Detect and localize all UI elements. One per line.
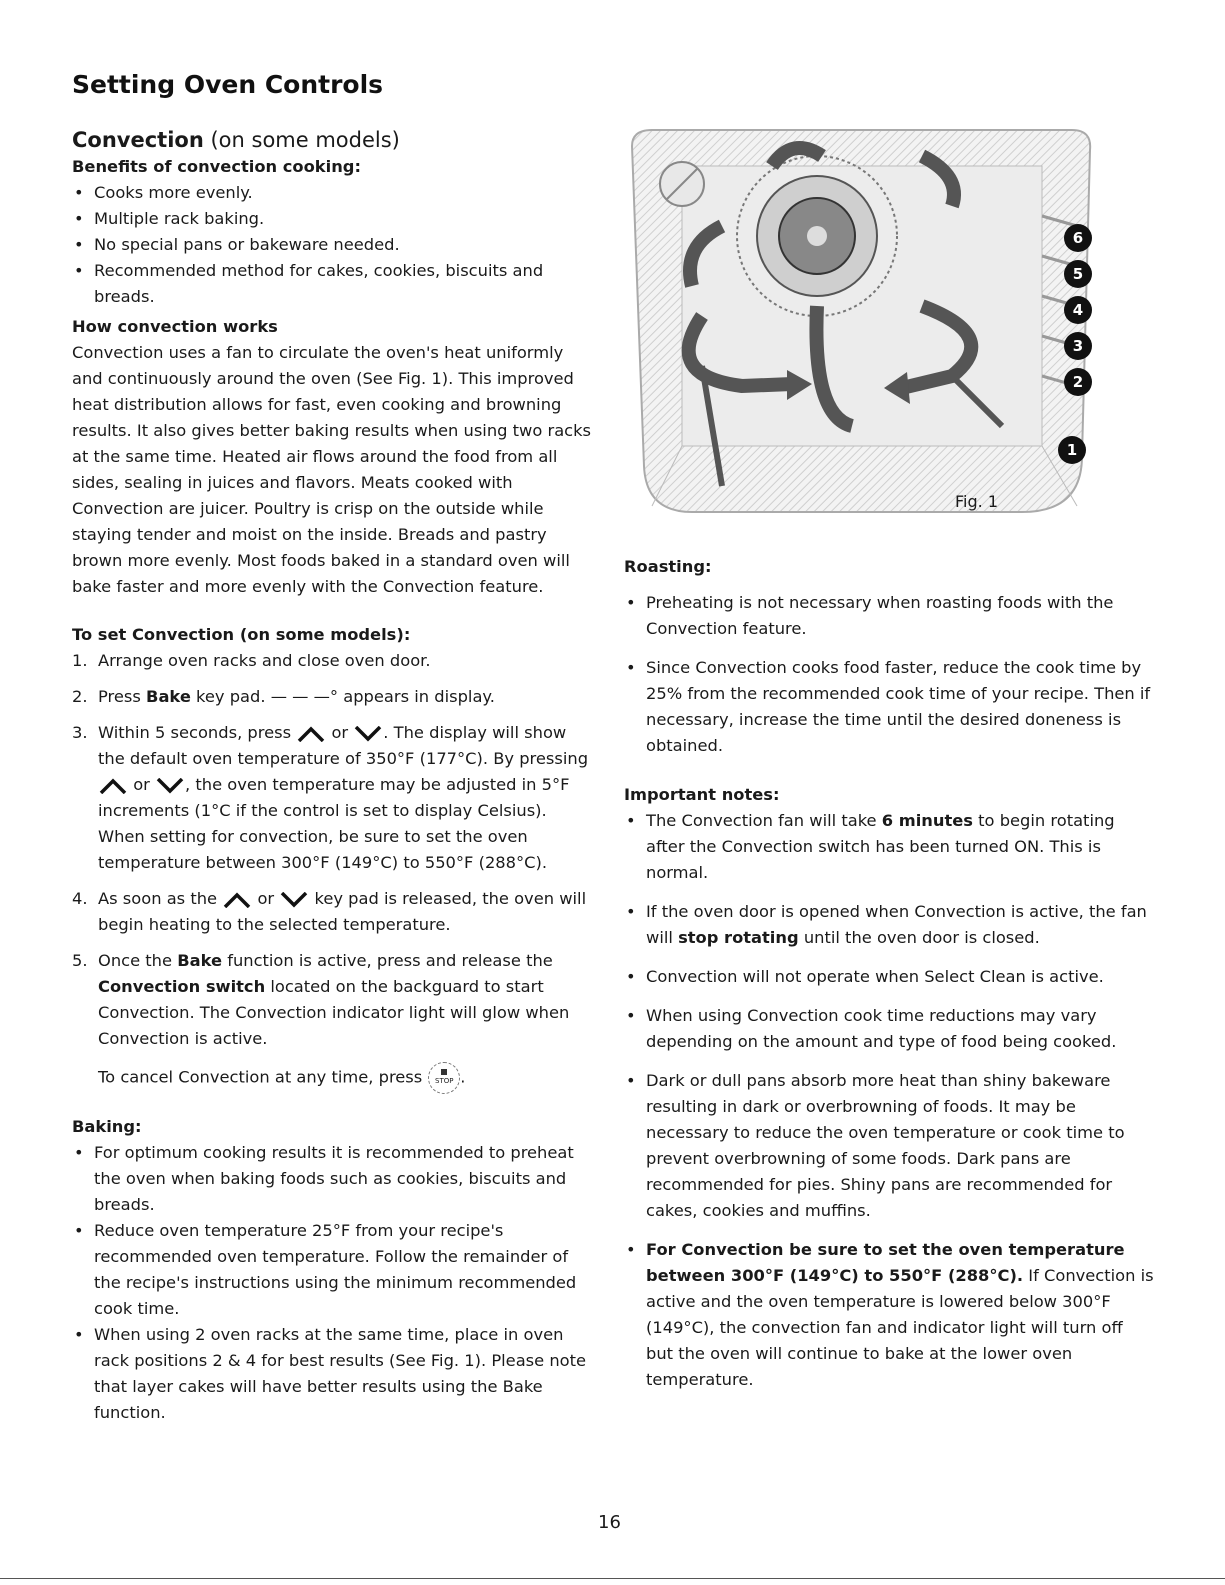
figure-caption: Fig. 1 — [955, 492, 998, 511]
step-5: 5. Once the Bake function is active, press and release the Convection switch located on the backguard to start Convection. The Convection indicator light will glow when Convection is active. To cancel Convection at any time, press STOP . — [72, 948, 592, 1094]
list-item: • Dark or dull pans absorb more heat than shiny bakeware resulting in dark or overbrowning of foods. It may be necessary to reduce the oven temperature or cook time to prevent overbrowning of some foods. Dark pans are recommended for pies. Shiny pans are recommended for cakes, cookies and muffins. — [624, 1068, 1154, 1224]
baking-heading: Baking: — [72, 1117, 142, 1136]
rack-position-badge: 4 — [1064, 296, 1092, 324]
list-item: • When using Convection cook time reductions may vary depending on the amount and type of food being cooked. — [624, 1003, 1154, 1055]
left-column — [72, 126, 592, 1426]
list-item: • The Convection fan will take 6 minutes to begin rotating after the Convection switch has been turned ON. This is normal. — [624, 808, 1154, 886]
list-item: • Reduce oven temperature 25°F from your recipe's recommended oven temperature. Follow the remainder of the recipe's instructions using the minimum recommended cook time. — [72, 1218, 592, 1322]
rack-position-badge: 2 — [1064, 368, 1092, 396]
up-arrow-icon — [222, 892, 252, 908]
cancel-note: To cancel Convection at any time, press STOP . — [98, 1062, 592, 1094]
stop-key-icon: STOP — [428, 1062, 460, 1094]
rack-position-badge: 1 — [1058, 436, 1086, 464]
up-arrow-icon — [296, 726, 326, 742]
list-item: • When using 2 oven racks at the same time, place in oven rack positions 2 & 4 for best results (See Fig. 1). Please note that layer cakes will have better results using the Bake function. — [72, 1322, 592, 1426]
down-arrow-icon — [279, 892, 309, 908]
page-title: Setting Oven Controls — [72, 70, 384, 99]
list-item: • For optimum cooking results it is recommended to preheat the oven when baking foods such as cookies, biscuits and breads. — [72, 1140, 592, 1218]
notes-list — [624, 808, 1154, 1393]
up-arrow-icon — [98, 778, 128, 794]
list-item: • Since Convection cooks food faster, reduce the cook time by 25% from the recommended cook time of your recipe. Then if necessary, increase the time until the desired doneness is obtained. — [624, 655, 1154, 759]
how-body: Convection uses a fan to circulate the oven's heat uniformly and continuously around the oven (See Fig. 1). This improved heat distribution allows for fast, even cooking and browning results. It also gives better baking results when using two racks at the same time. Heated air flows around the food from all sides, sealing in juices and flavors. Meats cooked with Convection are juicer. Poultry is crisp on the outside while staying tender and moist on the inside. Breads and pastry brown more evenly. Most foods baked in a standard oven will bake faster and more evenly with the Convection feature. — [72, 343, 592, 596]
step-1: 1. Arrange oven racks and close oven door. — [72, 651, 431, 670]
convection-oven-figure — [622, 126, 1102, 526]
page-number: 16 — [598, 1512, 621, 1533]
step-4: 4. As soon as the or key pad is released, the oven will begin heating to the selected temperature. — [72, 889, 587, 934]
list-item: • For Convection be sure to set the oven temperature between 300°F (149°C) to 550°F (288°C). If Convection is active and the oven temperature is lowered below 300°F (149°C), the convection fan and indicator light will turn off but the oven will continue to bake at the lower oven temperature. — [624, 1237, 1154, 1393]
roasting-list — [624, 590, 1154, 759]
step-3: 3. Within 5 seconds, press or . The display will show the default oven temperature of 350°F (177°C). By pressing or , the oven temperature may be adjusted in 5°F increments (1°C if the control is set to display Celsius). When setting for convection, be sure to set the oven temperature between 300°F (149°C) to 550°F (288°C). — [72, 723, 589, 872]
list-item: • Convection will not operate when Select Clean is active. — [624, 964, 1154, 990]
how-heading: How convection works — [72, 317, 278, 336]
oven-illustration — [622, 126, 1102, 526]
benefits-heading: Benefits of convection cooking: — [72, 157, 361, 176]
section-title: Convection (on some models) — [72, 128, 400, 152]
notes-heading: Important notes: — [624, 785, 780, 804]
rack-position-badge: 6 — [1064, 224, 1092, 252]
step-2: 2. Press Bake key pad. — — —° appears in display. — [72, 687, 495, 706]
list-item: • If the oven door is opened when Convection is active, the fan will stop rotating until the oven door is closed. — [624, 899, 1154, 951]
list-item: • Recommended method for cakes, cookies, biscuits and breads. — [72, 258, 592, 310]
rack-position-badge: 5 — [1064, 260, 1092, 288]
rack-position-badge: 3 — [1064, 332, 1092, 360]
baking-list — [72, 1140, 592, 1426]
list-item: • No special pans or bakeware needed. — [72, 232, 592, 258]
list-item: • Cooks more evenly. — [72, 180, 592, 206]
benefits-list — [72, 180, 592, 310]
down-arrow-icon — [155, 778, 185, 794]
roasting-heading: Roasting: — [624, 557, 712, 576]
right-column — [624, 554, 1154, 1406]
down-arrow-icon — [353, 726, 383, 742]
set-heading: To set Convection (on some models): — [72, 625, 411, 644]
list-item: • Preheating is not necessary when roasting foods with the Convection feature. — [624, 590, 1154, 642]
set-steps — [72, 648, 592, 1094]
bottom-rule — [0, 1578, 1225, 1579]
list-item: • Multiple rack baking. — [72, 206, 592, 232]
